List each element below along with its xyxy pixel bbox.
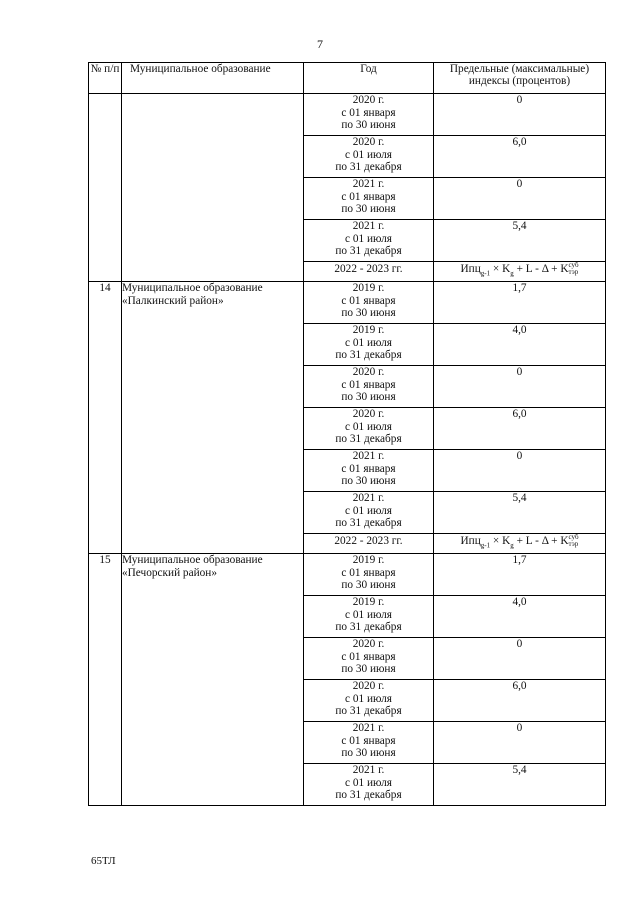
index-value: 0 [434, 94, 606, 136]
index-value: 4,0 [434, 324, 606, 366]
header-municipality: Муниципальное образование [122, 63, 304, 94]
year-line: по 31 декабря [335, 517, 402, 529]
municipality-name [122, 554, 304, 806]
formula-sup: суб [568, 533, 579, 541]
municipality-line: «Печорский район» [122, 566, 217, 579]
index-value: 1,7 [434, 554, 606, 596]
table-row [89, 94, 606, 136]
year-line: с 01 июля [345, 608, 392, 621]
year-line: с 01 июля [345, 504, 392, 517]
year-cell [304, 324, 434, 366]
year-line: 2021 г. [352, 764, 385, 776]
table-row [89, 282, 606, 324]
year-line: по 30 июня [341, 119, 396, 131]
year-line: по 30 июня [341, 307, 396, 319]
year-line: с 01 июля [345, 336, 392, 349]
index-value: 6,0 [434, 408, 606, 450]
year-line: с 01 января [341, 106, 396, 119]
year-line: 2020 г. [352, 366, 385, 378]
formula-sub: g [510, 540, 514, 549]
header-num: № п/п [89, 63, 122, 94]
year-cell [304, 764, 434, 806]
municipality-line: Муниципальное образование [122, 554, 263, 566]
row-number [89, 94, 122, 282]
year-line: 2020 г. [352, 94, 385, 106]
municipality-line: Муниципальное образование [122, 282, 263, 294]
year-line: с 01 января [341, 566, 396, 579]
index-value: 0 [434, 450, 606, 492]
index-value: 5,4 [434, 220, 606, 262]
year-line: по 30 июня [341, 663, 396, 675]
year-line: 2020 г. [352, 638, 385, 650]
index-value: 0 [434, 366, 606, 408]
municipality-name [122, 282, 304, 554]
year-line: с 01 июля [345, 692, 392, 705]
index-value: 0 [434, 638, 606, 680]
year-cell [304, 638, 434, 680]
index-value: 0 [434, 722, 606, 764]
municipality-name [122, 94, 304, 282]
year-cell [304, 596, 434, 638]
table-header-row [89, 63, 606, 94]
year-line: 2020 г. [352, 408, 385, 420]
index-value: 0 [434, 178, 606, 220]
year-line: с 01 января [341, 734, 396, 747]
year-line: по 30 июня [341, 203, 396, 215]
index-formula [434, 534, 606, 554]
table-row [89, 554, 606, 596]
year-line: с 01 июля [345, 148, 392, 161]
year-line: по 30 июня [341, 747, 396, 759]
year-line: с 01 января [341, 294, 396, 307]
year-line: 2021 г. [352, 220, 385, 232]
year-line: с 01 января [341, 462, 396, 475]
year-cell [304, 178, 434, 220]
year-line: по 30 июня [341, 579, 396, 591]
index-value: 5,4 [434, 764, 606, 806]
page-number: 7 [317, 37, 323, 51]
year-line: по 30 июня [341, 475, 396, 487]
year-cell: 2022 - 2023 гг. [304, 534, 434, 554]
year-line: по 31 декабря [335, 705, 402, 717]
formula-part: + L - Δ + K [513, 534, 569, 547]
year-line: по 31 декабря [335, 433, 402, 445]
year-cell: 2022 - 2023 гг. [304, 262, 434, 282]
year-line: 2020 г. [352, 136, 385, 148]
index-value: 6,0 [434, 136, 606, 178]
year-line: по 31 декабря [335, 621, 402, 633]
formula-sub: g-1 [480, 268, 491, 277]
formula-part: Ипц [460, 262, 481, 275]
year-line: 2019 г. [352, 324, 385, 336]
municipality-line: «Палкинский район» [122, 294, 224, 307]
formula-sub: тэр [568, 540, 579, 548]
year-line: 2019 г. [352, 282, 385, 294]
year-line: 2020 г. [352, 680, 385, 692]
formula-sub: g [510, 268, 514, 277]
year-cell [304, 136, 434, 178]
year-line: с 01 января [341, 190, 396, 203]
footer-code: 65ТЛ [91, 855, 116, 867]
year-cell [304, 722, 434, 764]
year-line: по 30 июня [341, 391, 396, 403]
year-line: с 01 июля [345, 420, 392, 433]
year-cell [304, 408, 434, 450]
row-number: 15 [89, 554, 122, 806]
year-cell [304, 492, 434, 534]
formula-supsub [569, 262, 579, 276]
index-value: 4,0 [434, 596, 606, 638]
index-value: 6,0 [434, 680, 606, 722]
formula-sub: g-1 [480, 540, 491, 549]
year-line: с 01 июля [345, 232, 392, 245]
year-cell [304, 554, 434, 596]
year-line: с 01 января [341, 378, 396, 391]
formula-part: + L - Δ + K [513, 262, 569, 275]
year-cell [304, 366, 434, 408]
year-line: 2021 г. [352, 450, 385, 462]
formula-text [461, 263, 579, 275]
formula-sub: тэр [568, 268, 579, 276]
index-value: 1,7 [434, 282, 606, 324]
formula-part: × K [490, 262, 511, 275]
index-formula [434, 262, 606, 282]
header-index: Предельные (максимальные) индексы (процентов) [434, 63, 606, 94]
row-number: 14 [89, 282, 122, 554]
formula-sup: суб [568, 261, 579, 269]
year-line: с 01 января [341, 650, 396, 663]
year-line: по 31 декабря [335, 161, 402, 173]
year-line: 2021 г. [352, 722, 385, 734]
year-cell [304, 282, 434, 324]
index-value: 5,4 [434, 492, 606, 534]
year-cell [304, 220, 434, 262]
header-year: Год [304, 63, 434, 94]
formula-part: Ипц [460, 534, 481, 547]
formula-text [461, 535, 579, 547]
year-line: 2019 г. [352, 554, 385, 566]
year-line: по 31 декабря [335, 245, 402, 257]
year-line: с 01 июля [345, 776, 392, 789]
formula-supsub [569, 534, 579, 548]
formula-part: × K [490, 534, 511, 547]
year-cell [304, 94, 434, 136]
year-line: 2019 г. [352, 596, 385, 608]
year-line: 2021 г. [352, 492, 385, 504]
year-line: 2021 г. [352, 178, 385, 190]
year-cell [304, 450, 434, 492]
year-cell [304, 680, 434, 722]
year-line: по 31 декабря [335, 349, 402, 361]
year-line: по 31 декабря [335, 789, 402, 801]
index-table [88, 62, 606, 806]
